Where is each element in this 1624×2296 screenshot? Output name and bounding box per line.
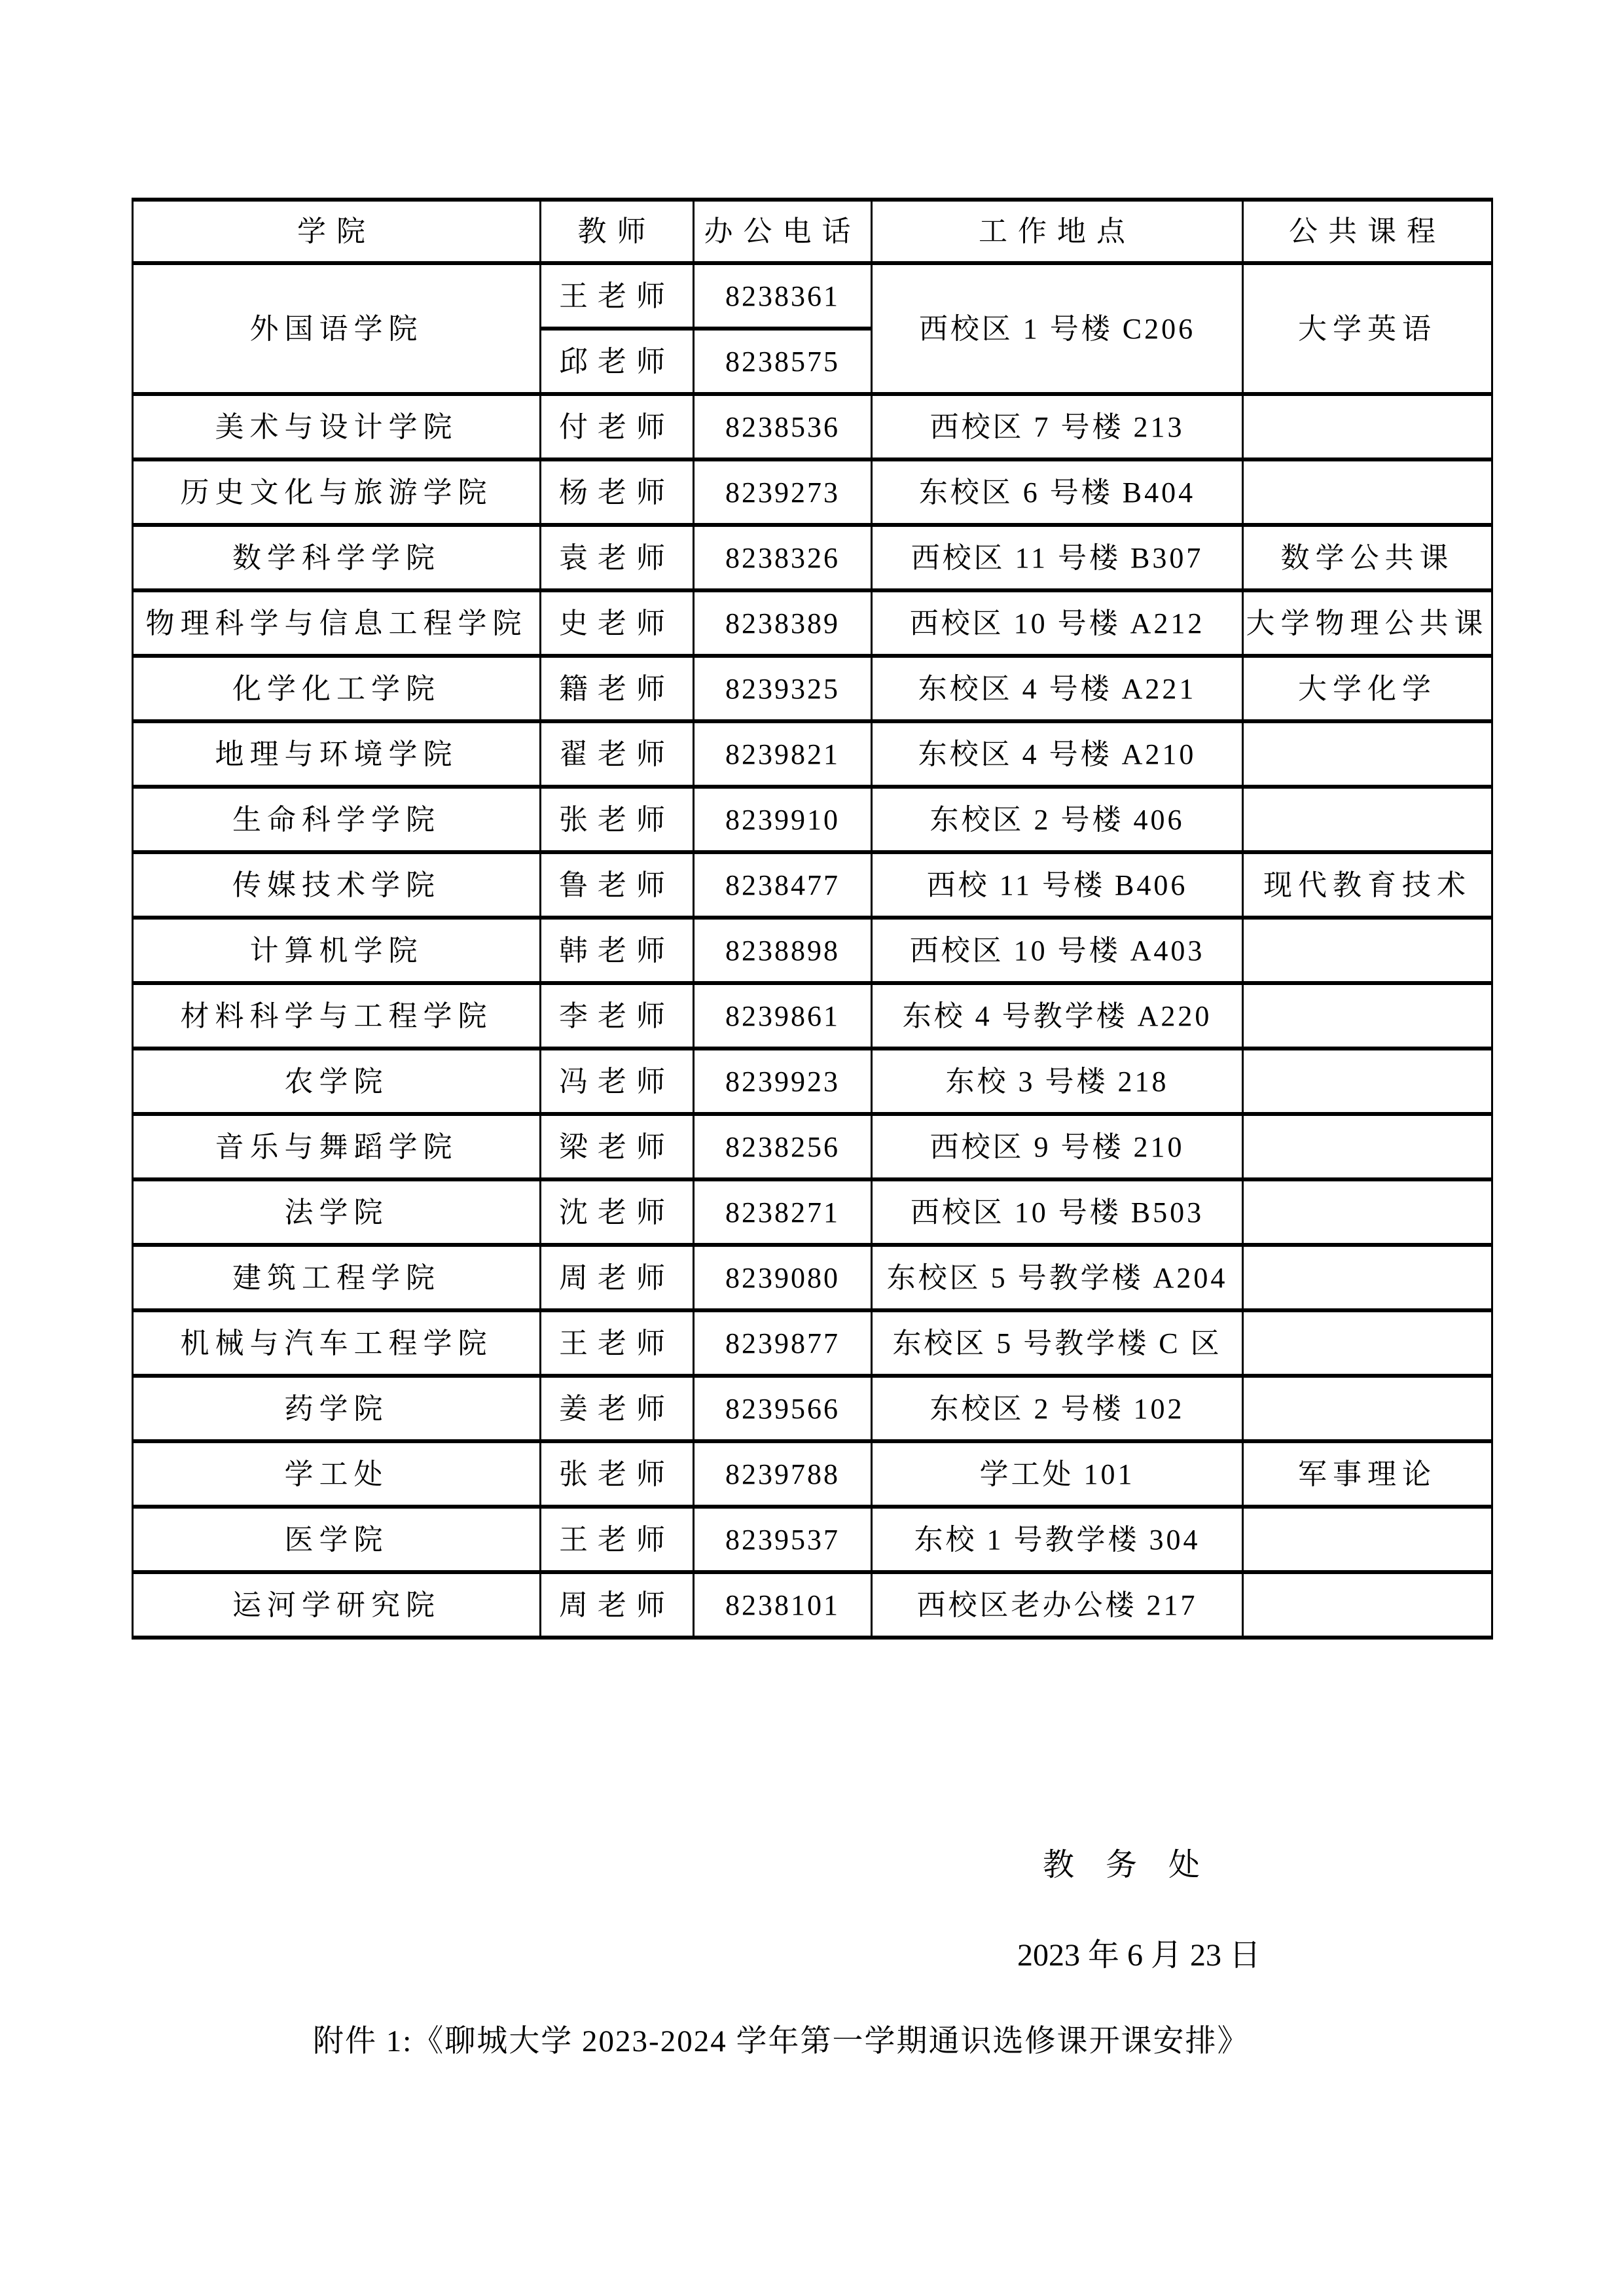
course-cell bbox=[1243, 1179, 1492, 1245]
attachment-reference: 附件 1:《聊城大学 2023-2024 学年第一学期通识选修课开课安排》 bbox=[313, 2024, 1250, 2058]
college-cell: 法学院 bbox=[133, 1179, 541, 1245]
phone-cell: 8239910 bbox=[694, 787, 872, 852]
table-row bbox=[133, 852, 1492, 918]
teacher-cell: 周老师 bbox=[541, 1245, 694, 1310]
phone-cell: 8238256 bbox=[694, 1114, 872, 1179]
location-cell: 西校区 9 号楼 210 bbox=[872, 1114, 1243, 1179]
teacher-cell: 鲁老师 bbox=[541, 852, 694, 918]
teacher-cell: 邱老师 bbox=[541, 329, 694, 394]
course-cell: 大学物理公共课 bbox=[1243, 590, 1492, 656]
location-cell: 西校区 7 号楼 213 bbox=[872, 394, 1243, 459]
location-cell: 东校区 5 号教学楼 A204 bbox=[872, 1245, 1243, 1310]
location-cell: 东校 4 号教学楼 A220 bbox=[872, 983, 1243, 1049]
college-cell: 历史文化与旅游学院 bbox=[133, 459, 541, 525]
location-cell: 西校 11 号楼 B406 bbox=[872, 852, 1243, 918]
location-cell: 东校 3 号楼 218 bbox=[872, 1049, 1243, 1114]
phone-cell: 8238898 bbox=[694, 918, 872, 983]
teacher-cell: 张老师 bbox=[541, 1441, 694, 1507]
teacher-cell: 王老师 bbox=[541, 263, 694, 329]
table-header-row bbox=[133, 200, 1492, 263]
phone-cell: 8239821 bbox=[694, 721, 872, 787]
college-cell: 地理与环境学院 bbox=[133, 721, 541, 787]
phone-cell: 8239877 bbox=[694, 1310, 872, 1376]
college-cell: 农学院 bbox=[133, 1049, 541, 1114]
college-cell: 传媒技术学院 bbox=[133, 852, 541, 918]
phone-cell: 8239273 bbox=[694, 459, 872, 525]
course-cell bbox=[1243, 394, 1492, 459]
phone-cell: 8238575 bbox=[694, 329, 872, 394]
teacher-cell: 周老师 bbox=[541, 1572, 694, 1638]
phone-cell: 8238477 bbox=[694, 852, 872, 918]
college-cell: 音乐与舞蹈学院 bbox=[133, 1114, 541, 1179]
location-cell: 东校区 6 号楼 B404 bbox=[872, 459, 1243, 525]
course-cell bbox=[1243, 1376, 1492, 1441]
phone-cell: 8238389 bbox=[694, 590, 872, 656]
teacher-cell: 王老师 bbox=[541, 1310, 694, 1376]
phone-cell: 8239788 bbox=[694, 1441, 872, 1507]
phone-cell: 8238361 bbox=[694, 263, 872, 329]
course-cell bbox=[1243, 1507, 1492, 1572]
table-row bbox=[133, 590, 1492, 656]
course-cell bbox=[1243, 1245, 1492, 1310]
table-row bbox=[133, 1376, 1492, 1441]
course-cell bbox=[1243, 1572, 1492, 1638]
teacher-cell: 杨老师 bbox=[541, 459, 694, 525]
teacher-cell: 付老师 bbox=[541, 394, 694, 459]
location-cell: 西校区 1 号楼 C206 bbox=[872, 263, 1243, 394]
teacher-cell: 王老师 bbox=[541, 1507, 694, 1572]
location-cell: 西校区 10 号楼 B503 bbox=[872, 1179, 1243, 1245]
course-cell bbox=[1243, 1310, 1492, 1376]
teacher-cell: 沈老师 bbox=[541, 1179, 694, 1245]
teacher-cell: 梁老师 bbox=[541, 1114, 694, 1179]
header-location: 工作地点 bbox=[872, 200, 1243, 263]
location-cell: 学工处 101 bbox=[872, 1441, 1243, 1507]
course-cell: 大学化学 bbox=[1243, 656, 1492, 721]
course-cell bbox=[1243, 1114, 1492, 1179]
phone-cell: 8239566 bbox=[694, 1376, 872, 1441]
table-row bbox=[133, 1310, 1492, 1376]
table-row bbox=[133, 656, 1492, 721]
header-college: 学院 bbox=[133, 200, 541, 263]
teacher-cell: 韩老师 bbox=[541, 918, 694, 983]
location-cell: 西校区 10 号楼 A212 bbox=[872, 590, 1243, 656]
table-row bbox=[133, 1179, 1492, 1245]
location-cell: 东校 1 号教学楼 304 bbox=[872, 1507, 1243, 1572]
location-cell: 东校区 2 号楼 102 bbox=[872, 1376, 1243, 1441]
phone-cell: 8239861 bbox=[694, 983, 872, 1049]
teacher-cell: 张老师 bbox=[541, 787, 694, 852]
course-cell bbox=[1243, 918, 1492, 983]
college-cell: 机械与汽车工程学院 bbox=[133, 1310, 541, 1376]
table-row bbox=[133, 787, 1492, 852]
college-cell: 建筑工程学院 bbox=[133, 1245, 541, 1310]
location-cell: 西校区老办公楼 217 bbox=[872, 1572, 1243, 1638]
table-row bbox=[133, 394, 1492, 459]
table-row bbox=[133, 918, 1492, 983]
college-cell: 医学院 bbox=[133, 1507, 541, 1572]
table-row bbox=[133, 721, 1492, 787]
teacher-cell: 史老师 bbox=[541, 590, 694, 656]
header-phone: 办公电话 bbox=[694, 200, 872, 263]
course-cell: 军事理论 bbox=[1243, 1441, 1492, 1507]
course-cell bbox=[1243, 721, 1492, 787]
phone-cell: 8239080 bbox=[694, 1245, 872, 1310]
table-row bbox=[133, 263, 1492, 329]
course-cell: 数学公共课 bbox=[1243, 525, 1492, 590]
college-cell: 运河学研究院 bbox=[133, 1572, 541, 1638]
teacher-cell: 翟老师 bbox=[541, 721, 694, 787]
phone-cell: 8238536 bbox=[694, 394, 872, 459]
course-cell bbox=[1243, 1049, 1492, 1114]
college-cell: 美术与设计学院 bbox=[133, 394, 541, 459]
table-row bbox=[133, 1441, 1492, 1507]
contact-table bbox=[132, 198, 1493, 1640]
college-cell: 外国语学院 bbox=[133, 263, 541, 394]
college-cell: 药学院 bbox=[133, 1376, 541, 1441]
phone-cell: 8238101 bbox=[694, 1572, 872, 1638]
table-row bbox=[133, 1245, 1492, 1310]
college-cell: 计算机学院 bbox=[133, 918, 541, 983]
college-cell: 物理科学与信息工程学院 bbox=[133, 590, 541, 656]
course-cell: 现代教育技术 bbox=[1243, 852, 1492, 918]
college-cell: 学工处 bbox=[133, 1441, 541, 1507]
location-cell: 东校区 4 号楼 A210 bbox=[872, 721, 1243, 787]
table-row bbox=[133, 459, 1492, 525]
teacher-cell: 籍老师 bbox=[541, 656, 694, 721]
table-row bbox=[133, 983, 1492, 1049]
college-cell: 生命科学学院 bbox=[133, 787, 541, 852]
location-cell: 东校区 5 号教学楼 C 区 bbox=[872, 1310, 1243, 1376]
phone-cell: 8238271 bbox=[694, 1179, 872, 1245]
header-course: 公共课程 bbox=[1243, 200, 1492, 263]
phone-cell: 8238326 bbox=[694, 525, 872, 590]
table-row bbox=[133, 525, 1492, 590]
location-cell: 西校区 11 号楼 B307 bbox=[872, 525, 1243, 590]
phone-cell: 8239537 bbox=[694, 1507, 872, 1572]
header-teacher: 教师 bbox=[541, 200, 694, 263]
table-row bbox=[133, 1114, 1492, 1179]
location-cell: 东校区 4 号楼 A221 bbox=[872, 656, 1243, 721]
college-cell: 数学科学学院 bbox=[133, 525, 541, 590]
college-cell: 化学化工学院 bbox=[133, 656, 541, 721]
signature-department: 教 务 处 bbox=[1043, 1848, 1200, 1882]
signature-date: 2023 年 6 月 23 日 bbox=[1017, 1938, 1261, 1973]
course-cell bbox=[1243, 983, 1492, 1049]
college-cell: 材料科学与工程学院 bbox=[133, 983, 541, 1049]
teacher-cell: 李老师 bbox=[541, 983, 694, 1049]
teacher-cell: 冯老师 bbox=[541, 1049, 694, 1114]
course-cell: 大学英语 bbox=[1243, 263, 1492, 394]
teacher-cell: 袁老师 bbox=[541, 525, 694, 590]
teacher-cell: 姜老师 bbox=[541, 1376, 694, 1441]
table-row bbox=[133, 1572, 1492, 1638]
phone-cell: 8239923 bbox=[694, 1049, 872, 1114]
location-cell: 东校区 2 号楼 406 bbox=[872, 787, 1243, 852]
course-cell bbox=[1243, 459, 1492, 525]
table-row bbox=[133, 1049, 1492, 1114]
course-cell bbox=[1243, 787, 1492, 852]
table-row bbox=[133, 1507, 1492, 1572]
phone-cell: 8239325 bbox=[694, 656, 872, 721]
location-cell: 西校区 10 号楼 A403 bbox=[872, 918, 1243, 983]
